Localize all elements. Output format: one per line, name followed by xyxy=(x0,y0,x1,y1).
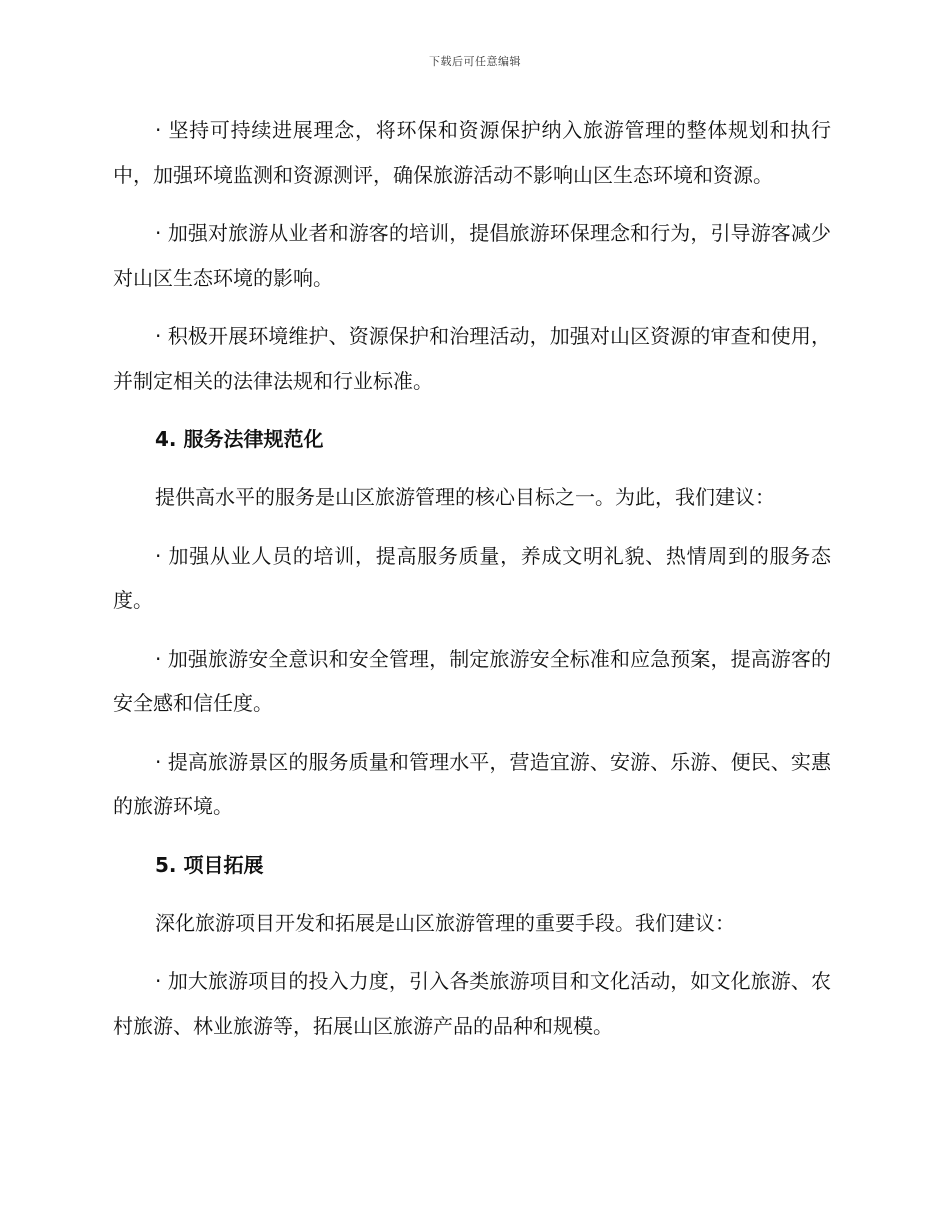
document-body xyxy=(113,108,831,1062)
paragraph-service-intro: 提供高水平的服务是山区旅游管理的核心目标之一。为此，我们建议： xyxy=(155,485,775,509)
paragraph-service-quality: · 提高旅游景区的服务质量和管理水平，营造宜游、安游、乐游、便民、实惠的旅游环境。 xyxy=(113,749,831,818)
paragraph-safety-management: · 加强旅游安全意识和安全管理，制定旅游安全标准和应急预案，提高游客的安全感和信任度。 xyxy=(113,646,831,715)
paragraph-sustainability: · 坚持可持续进展理念，将环保和资源保护纳入旅游管理的整体规划和执行中，加强环境监测和资源测评，确保旅游活动不影响山区生态环境和资源。 xyxy=(113,118,831,187)
paragraph-project-intro: 深化旅游项目开发和拓展是山区旅游管理的重要手段。我们建议： xyxy=(155,910,735,935)
paragraph-project-investment: · 加大旅游项目的投入力度，引入各类旅游项目和文化活动，如文化旅游、农村旅游、林业旅游等，拓展山区旅游产品的品种和规模。 xyxy=(113,969,831,1038)
page-header-note: 下载后可任意编辑 xyxy=(429,55,521,68)
section-heading-project-expansion: 5. 项目拓展 xyxy=(155,852,264,877)
section-heading-service-regulation: 4. 服务法律规范化 xyxy=(155,427,324,451)
paragraph-environment-protection: · 积极开展环境维护、资源保护和治理活动，加强对山区资源的审查和使用，并制定相关的法律法规和行业标准。 xyxy=(113,324,831,393)
paragraph-training: · 加强对旅游从业者和游客的培训，提倡旅游环保理念和行为，引导游客减少对山区生态环境的影响。 xyxy=(113,221,831,290)
paragraph-staff-training: · 加强从业人员的培训，提高服务质量，养成文明礼貌、热情周到的服务态度。 xyxy=(113,543,831,612)
